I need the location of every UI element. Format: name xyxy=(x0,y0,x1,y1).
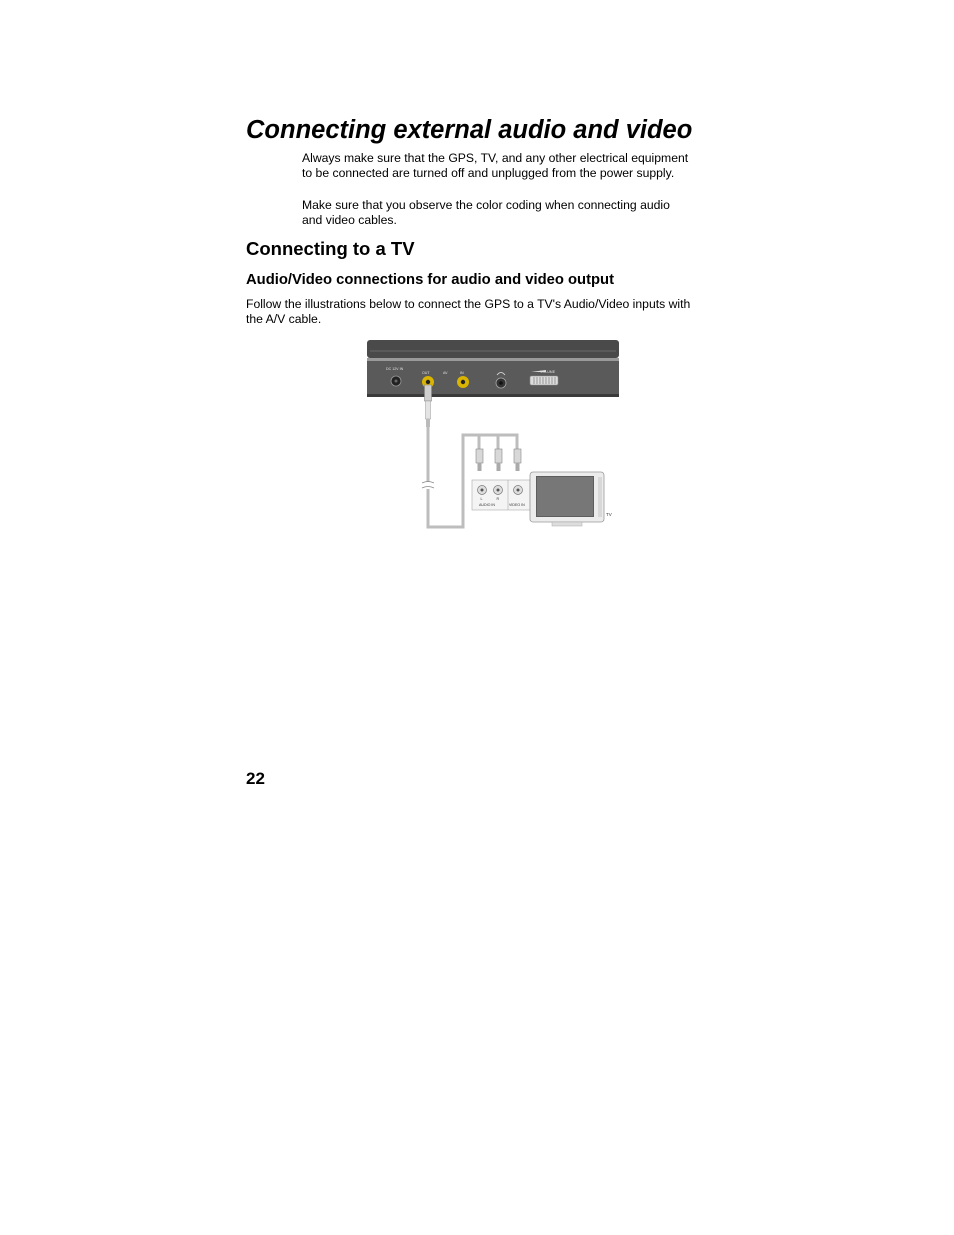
dc-in-label: DC 12V IN xyxy=(386,367,404,371)
rca-plugs xyxy=(476,449,521,471)
av-label: AV xyxy=(443,371,448,375)
section-heading: Connecting to a TV xyxy=(246,238,415,259)
subsection-heading: Audio/Video connections for audio and video output xyxy=(246,272,615,288)
intro-paragraph-power: Always make sure that the GPS, TV, and any other electrical equipment to be connected are turned off and unplugged from the power supply. xyxy=(302,151,689,180)
device-lid xyxy=(367,340,619,358)
video-in-label: VIDEO IN xyxy=(509,503,525,507)
page-number: 22 xyxy=(246,769,265,788)
audio-in-label: AUDIO IN xyxy=(479,503,495,507)
audio-left-label: L xyxy=(480,497,483,501)
intro-paragraph-color-coding: Make sure that you observe the color coding when connecting audio and video cables. xyxy=(302,198,670,227)
av-cable xyxy=(428,427,517,527)
audio-right-label: R xyxy=(496,497,500,501)
device-side-panel xyxy=(367,361,619,397)
av-plug xyxy=(425,385,432,401)
volume-label: VOLUME xyxy=(540,370,556,374)
page-title: Connecting external audio and video xyxy=(246,116,693,144)
av-out-label: OUT xyxy=(422,371,430,375)
tv-label: TV xyxy=(606,512,612,517)
av-connection-illustration xyxy=(366,339,620,531)
tv-set xyxy=(530,472,604,526)
subsection-paragraph: Follow the illustrations below to connect the GPS to a TV's Audio/Video inputs with the A/V cable. xyxy=(246,297,691,326)
av-in-label: IN xyxy=(460,371,464,375)
